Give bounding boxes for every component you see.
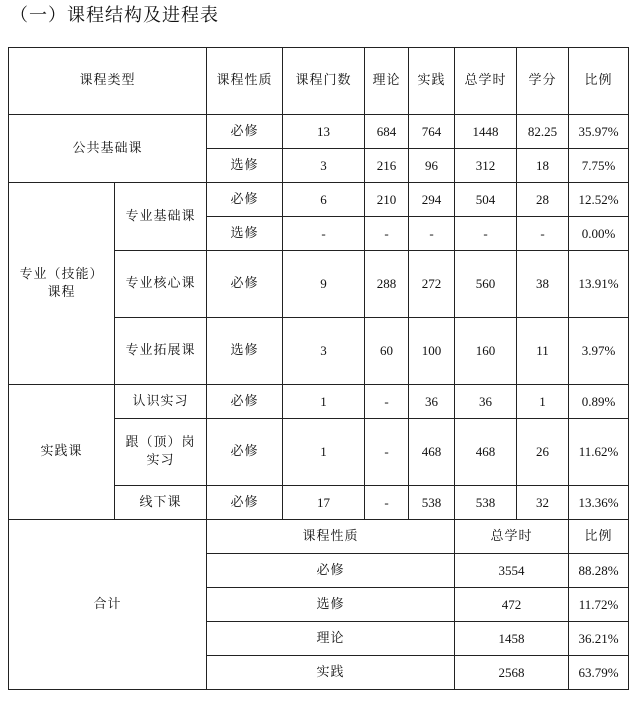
summary-hours: 1458: [455, 622, 569, 656]
cell-credits: 18: [517, 149, 569, 183]
cell-ratio: 13.36%: [569, 486, 629, 520]
header-course-type: 课程类型: [9, 48, 207, 115]
cell-total: 160: [455, 318, 517, 385]
summary-ratio: 63.79%: [569, 656, 629, 690]
cell-credits: 1: [517, 385, 569, 419]
cell-count: 1: [283, 385, 365, 419]
summary-hours: 2568: [455, 656, 569, 690]
cell-total: 1448: [455, 115, 517, 149]
summary-ratio: 36.21%: [569, 622, 629, 656]
cell-practice: 36: [409, 385, 455, 419]
subgroup-cognition: 认识实习: [115, 385, 207, 419]
cell-count: 3: [283, 318, 365, 385]
summary-header-nature: 课程性质: [207, 520, 455, 554]
subgroup-internship: 跟（顶）岗实习: [115, 419, 207, 486]
summary-hours: 3554: [455, 554, 569, 588]
group-public: 公共基础课: [9, 115, 207, 183]
cell-theory: 60: [365, 318, 409, 385]
cell-nature: 选修: [207, 149, 283, 183]
cell-total: 560: [455, 251, 517, 318]
cell-ratio: 11.62%: [569, 419, 629, 486]
cell-nature: 必修: [207, 183, 283, 217]
cell-nature: 必修: [207, 486, 283, 520]
header-theory: 理论: [365, 48, 409, 115]
cell-total: 538: [455, 486, 517, 520]
cell-credits: -: [517, 217, 569, 251]
summary-label: 必修: [207, 554, 455, 588]
cell-nature: 必修: [207, 115, 283, 149]
cell-total: 36: [455, 385, 517, 419]
cell-theory: -: [365, 385, 409, 419]
cell-theory: -: [365, 419, 409, 486]
cell-ratio: 12.52%: [569, 183, 629, 217]
cell-count: 3: [283, 149, 365, 183]
cell-total: -: [455, 217, 517, 251]
cell-practice: 272: [409, 251, 455, 318]
cell-theory: 210: [365, 183, 409, 217]
cell-count: 6: [283, 183, 365, 217]
cell-theory: 288: [365, 251, 409, 318]
cell-nature: 选修: [207, 318, 283, 385]
cell-nature: 选修: [207, 217, 283, 251]
table-row: [9, 385, 629, 419]
header-practice: 实践: [409, 48, 455, 115]
summary-header-ratio: 比例: [569, 520, 629, 554]
cell-practice: 468: [409, 419, 455, 486]
cell-count: 9: [283, 251, 365, 318]
table-row: [9, 115, 629, 149]
cell-practice: 96: [409, 149, 455, 183]
header-nature: 课程性质: [207, 48, 283, 115]
group-total: 合计: [9, 520, 207, 690]
cell-ratio: 35.97%: [569, 115, 629, 149]
cell-ratio: 0.89%: [569, 385, 629, 419]
cell-credits: 82.25: [517, 115, 569, 149]
cell-count: 13: [283, 115, 365, 149]
summary-header-row: [9, 520, 629, 554]
header-total-hours: 总学时: [455, 48, 517, 115]
cell-practice: 764: [409, 115, 455, 149]
cell-count: -: [283, 217, 365, 251]
cell-total: 504: [455, 183, 517, 217]
cell-ratio: 3.97%: [569, 318, 629, 385]
cell-count: 1: [283, 419, 365, 486]
course-structure-table: [8, 47, 629, 690]
subgroup-offline: 线下课: [115, 486, 207, 520]
cell-nature: 必修: [207, 251, 283, 318]
summary-hours: 472: [455, 588, 569, 622]
cell-credits: 38: [517, 251, 569, 318]
cell-credits: 28: [517, 183, 569, 217]
cell-total: 312: [455, 149, 517, 183]
table-header-row: [9, 48, 629, 115]
header-count: 课程门数: [283, 48, 365, 115]
cell-practice: 538: [409, 486, 455, 520]
cell-theory: 216: [365, 149, 409, 183]
cell-theory: -: [365, 217, 409, 251]
cell-count: 17: [283, 486, 365, 520]
cell-ratio: 7.75%: [569, 149, 629, 183]
header-credits: 学分: [517, 48, 569, 115]
subgroup-prof-core: 专业核心课: [115, 251, 207, 318]
table-row: [9, 183, 629, 217]
summary-ratio: 88.28%: [569, 554, 629, 588]
cell-theory: -: [365, 486, 409, 520]
cell-total: 468: [455, 419, 517, 486]
cell-practice: 294: [409, 183, 455, 217]
cell-practice: 100: [409, 318, 455, 385]
summary-label: 实践: [207, 656, 455, 690]
cell-credits: 11: [517, 318, 569, 385]
group-professional: 专业（技能）课程: [9, 183, 115, 385]
cell-ratio: 13.91%: [569, 251, 629, 318]
cell-credits: 26: [517, 419, 569, 486]
header-ratio: 比例: [569, 48, 629, 115]
cell-theory: 684: [365, 115, 409, 149]
cell-nature: 必修: [207, 385, 283, 419]
summary-label: 理论: [207, 622, 455, 656]
summary-header-total-hours: 总学时: [455, 520, 569, 554]
summary-ratio: 11.72%: [569, 588, 629, 622]
cell-credits: 32: [517, 486, 569, 520]
subgroup-prof-ext: 专业拓展课: [115, 318, 207, 385]
cell-practice: -: [409, 217, 455, 251]
summary-label: 选修: [207, 588, 455, 622]
page-title: （一）课程结构及进程表: [10, 5, 219, 26]
subgroup-prof-basic: 专业基础课: [115, 183, 207, 251]
group-practice: 实践课: [9, 385, 115, 520]
cell-ratio: 0.00%: [569, 217, 629, 251]
cell-nature: 必修: [207, 419, 283, 486]
